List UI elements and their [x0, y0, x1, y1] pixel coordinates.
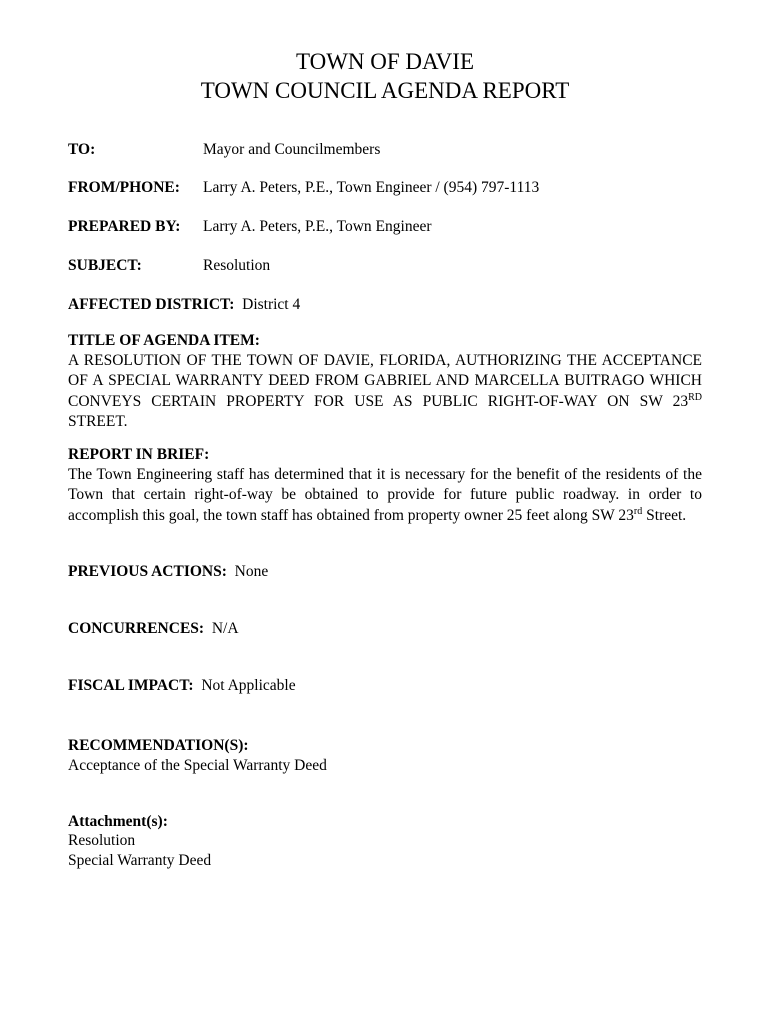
- previous-actions-label: PREVIOUS ACTIONS:: [68, 563, 227, 580]
- document-title-line-2: TOWN COUNCIL AGENDA REPORT: [200, 78, 570, 103]
- previous-actions-value: None: [234, 563, 269, 580]
- affected-district-label: AFFECTED DISTRICT:: [68, 296, 235, 313]
- to-value: Mayor and Councilmembers: [203, 141, 381, 158]
- report-in-brief-text: [68, 465, 702, 526]
- agenda-item-title-body: A RESOLUTION OF THE TOWN OF DAVIE, FLORIDA, AUTHORIZING THE ACCEPTANCE OF A SPECIAL WARRANTY DEED FROM GABRIEL AND MARCELLA BUITRAGO WHICH CONVEYS CERTAIN PROPERTY FOR USE AS PUBLIC RIGHT-OF-WAY ON SW 23: [68, 352, 702, 410]
- attachment-item: Resolution: [68, 832, 136, 849]
- affected-district-value: District 4: [242, 296, 301, 313]
- from-phone-label: FROM/PHONE:: [68, 179, 180, 196]
- recommendation-text: Acceptance of the Special Warranty Deed: [68, 757, 327, 774]
- agenda-item-title-heading: TITLE OF AGENDA ITEM:: [68, 332, 260, 349]
- prepared-by-label: PREPARED BY:: [68, 218, 181, 235]
- fiscal-impact-row: [68, 677, 296, 695]
- report-in-brief-body: The Town Engineering staff has determined that it is necessary for the benefit of the residents of the Town that certain right-of-way be obtained to provide for future public roadway. in order to accomplish this goal, the town staff has obtained from property owner 25 feet along SW 23: [68, 466, 702, 524]
- affected-district-row: [68, 296, 300, 314]
- fiscal-impact-value: Not Applicable: [201, 677, 296, 694]
- prepared-by-value: Larry A. Peters, P.E., Town Engineer: [203, 218, 432, 235]
- previous-actions-row: [68, 563, 268, 581]
- report-in-brief-heading: REPORT IN BRIEF:: [68, 446, 210, 463]
- concurrences-row: [68, 620, 239, 638]
- to-label: TO:: [68, 141, 96, 158]
- document-title-line-1: TOWN OF DAVIE: [295, 49, 475, 74]
- subject-value: Resolution: [203, 257, 271, 274]
- fiscal-impact-label: FISCAL IMPACT:: [68, 677, 194, 694]
- agenda-item-title-text: [68, 351, 702, 432]
- attachments-heading: Attachment(s):: [68, 813, 168, 830]
- agenda-item-title-end: STREET.: [68, 412, 128, 430]
- from-phone-value: Larry A. Peters, P.E., Town Engineer / (954) 797-1113: [203, 179, 540, 196]
- ordinal-suffix: rd: [633, 505, 643, 517]
- concurrences-label: CONCURRENCES:: [68, 620, 205, 637]
- ordinal-suffix: RD: [688, 391, 702, 403]
- concurrences-value: N/A: [211, 620, 239, 637]
- attachment-item: Special Warranty Deed: [68, 852, 212, 869]
- recommendation-heading: RECOMMENDATION(S):: [68, 737, 249, 754]
- report-in-brief-end: Street.: [642, 506, 687, 524]
- subject-label: SUBJECT:: [68, 257, 142, 274]
